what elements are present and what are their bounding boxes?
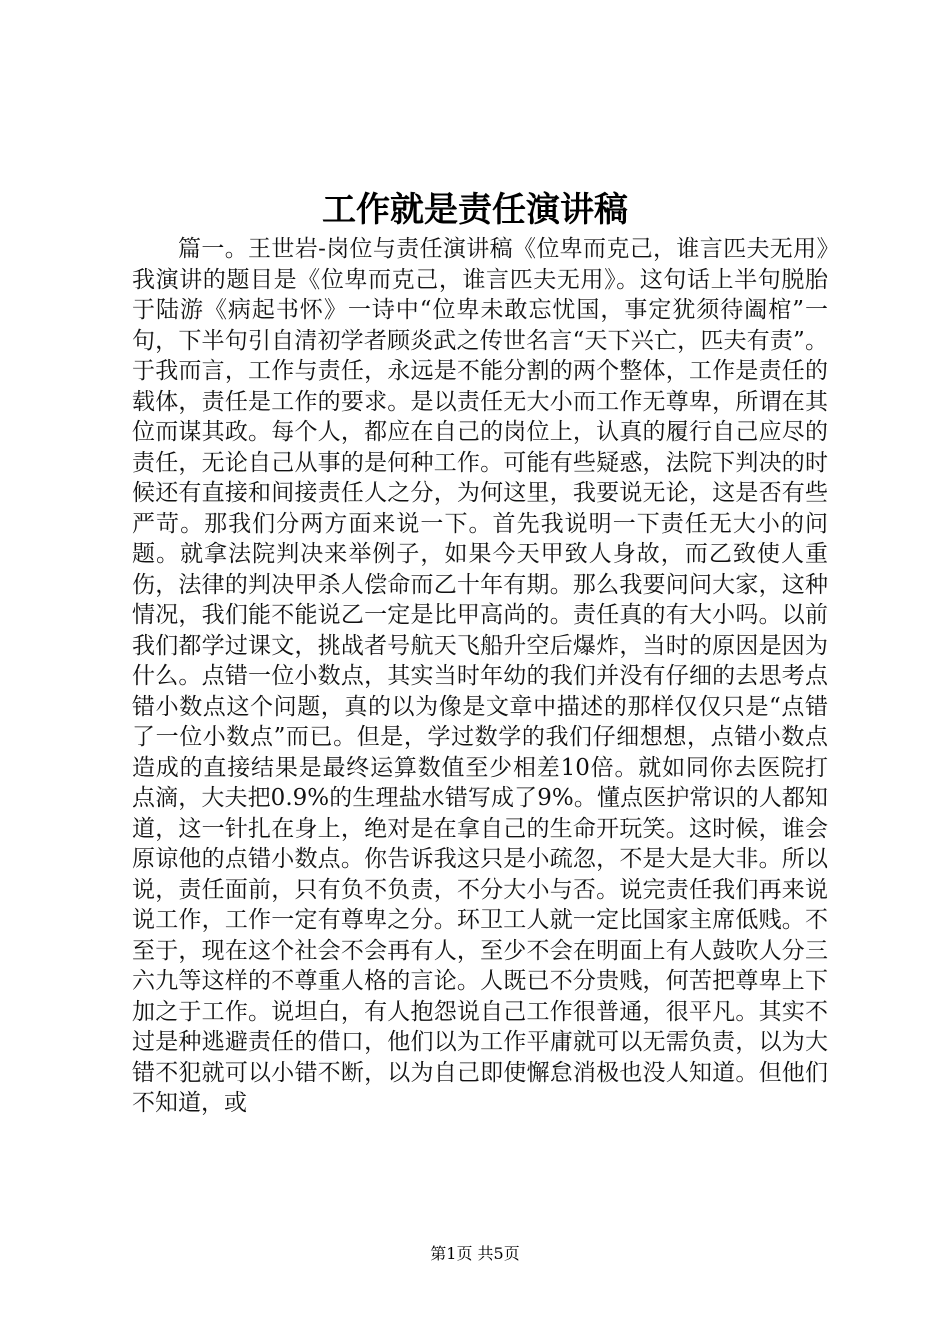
document-title: 工作就是责任演讲稿 (322, 190, 628, 230)
page-footer: 第1页 共5页 (430, 1244, 520, 1263)
document-body: 篇一。王世岩-岗位与责任演讲稿《位卑而克己，谁言匹夫无用》我演讲的题目是《位卑而克己，谁言匹夫无用》。这句话上半句脱胎于陆游《病起书怀》一诗中“位卑未敢忘忧国，事定犹须待阖棺”一句，下半句引自清初学者顾炎武之传世名言“天下兴亡，匹夫有责”。于我而言，工作与责任，永远是不能分割的两个整体，工作是责任的载体，责任是工作的要求。是以责任无大小而工作无尊卑，所谓在其位而谋其政。每个人，都应在自己的岗位上，认真的履行自己应尽的责任，无论自己从事的是何种工作。可能有些疑惑，法院下判决的时候还有直接和间接责任人之分，为何这里，我要说无论，这是否有些严苛。那我们分两方面来说一下。首先我说明一下责任无大小的问题。就拿法院判决来举例子，如果今天甲致人身故，而乙致使人重伤，法律的判决甲杀人偿命而乙十年有期。那么我要问问大家，这种情况，我们能不能说乙一定是比甲高尚的。责任真的有大小吗。以前我们都学过课文，挑战者号航天飞船升空后爆炸，当时的原因是因为什么。点错一位小数点，其实当时年幼的我们并没有仔细的去思考点错小数点这个问题，真的以为像是文章中描述的那样仅仅只是“点错了一位小数点”而已。但是，学过数学的我们仔细想想，点错小数点造成的直接结果是最终运算数值至少相差10倍。就如同你去医院打点滴，大夫把0.9%的生理盐水错写成了9%。懂点医护常识的人都知道，这一针扎在身上，绝对是在拿自己的生命开玩笑。这时候，谁会原谅他的点错小数点。你告诉我这只是小疏忽，不是大是大非。所以说，责任面前，只有负不负责，不分大小与否。说完责任我们再来说说工作，工作一定有尊卑之分。环卫工人就一定比国家主席低贱。不至于，现在这个社会不会再有人，至少不会在明面上有人鼓吹人分三六九等这样的不尊重人格的言论。人既已不分贵贱，何苦把尊卑上下加之于工作。说坦白，有人抱怨说自己工作很普通，很平凡。其实不过是种逃避责任的借口，他们以为工作平庸就可以无需负责，以为大错不犯就可以小错不断，以为自己即使懈怠消极也没人知道。但他们不知道，或 (132, 236, 828, 1116)
